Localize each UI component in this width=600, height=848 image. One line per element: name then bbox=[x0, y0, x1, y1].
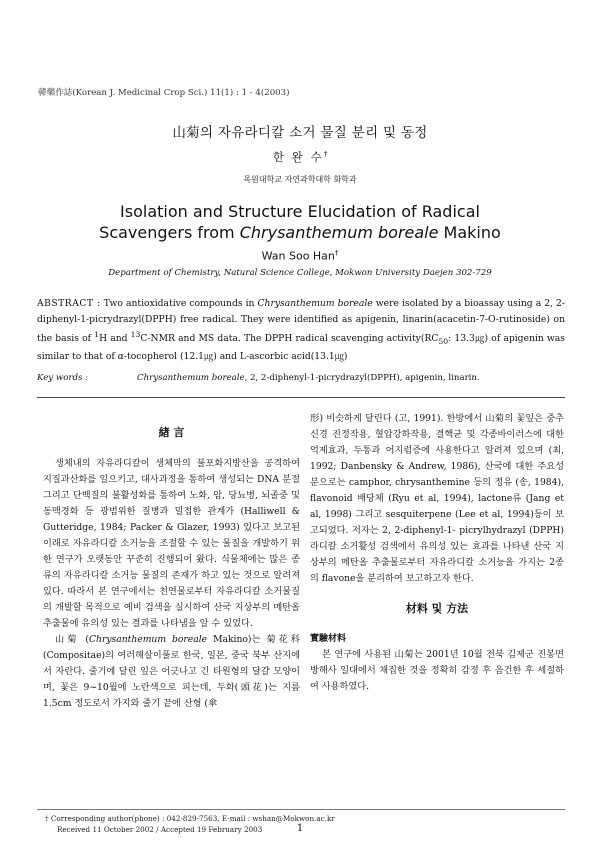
section-heading-methods: 材料 및 方法 bbox=[405, 602, 469, 615]
journal-citation: 韓藥作誌(Korean J. Medicinal Crop Sci.) 11(1) : 1 - 4(2003) bbox=[38, 88, 290, 98]
subscript: 50 bbox=[438, 336, 449, 346]
title-species: Chrysanthemum boreale bbox=[239, 223, 439, 242]
footnote-contact: † Corresponding author(phone) : 042-829-7563, E-mail : wshan@Mokwon.ac.kr bbox=[45, 814, 335, 823]
keywords-species: Chrysanthemum boreale bbox=[137, 373, 245, 383]
title-english bbox=[0, 201, 600, 243]
intro-paragraph-1: 생체내의 자유라디칼이 생체막의 불포화지방산을 공격하여 지질과산화를 일으키고, 대사과정을 통하여 생성되는 DNA 분절 그리고 단백질의 불활성화를 통하여 노화, 암, 당뇨병, 뇌졸중 및 동맥경화 등 광범위한 질병과 밀접한 관계가 (Halliwell & Gutteridge, 1984; Packer & Glazer, 1993) 있다고 보고된 이래로 자유라디칼 소거능을 조절할 수 있는 물질을 개발하기 위한 연구가 오랫동안 꾸준히 진행되어 왔다. 식물체에는 많은 종류의 자유라디칼 소거능 물질의 존재가 하고 있는 것으로 알려져 있다. 따라서 본 연구에서는 천연물로부터 자유라디칼 소거물질의 개발할 목적으로 예비 검색을 실시하여 산국 지상부의 메탄올 추출물에 유의성 있는 결과를 나타냄을 알 수 있었다. bbox=[43, 458, 300, 629]
abstract-species: Chrysanthemum boreale bbox=[257, 298, 373, 309]
alpha-symbol: α bbox=[117, 351, 124, 363]
title-korean: 山菊의 자유라디칼 소거 물질 분리 및 동정 bbox=[172, 125, 428, 141]
abstract-text: C-NMR and MS data. The DPPH radical scavenging activity(RC bbox=[140, 333, 439, 345]
abstract-text: Two antioxidative compounds in bbox=[100, 298, 258, 309]
superscript: 1 bbox=[94, 330, 100, 339]
right-column bbox=[310, 411, 564, 695]
abstract-label: ABSTRACT : bbox=[37, 298, 101, 309]
author-korean-name: 한 완 수 bbox=[272, 150, 324, 164]
corresponding-mark: † bbox=[323, 150, 328, 159]
materials-paragraph: 본 연구에 사용된 山菊는 2001년 10월 전북 김제군 진봉면 방해사 일대에서 채집한 것을 정확히 감정 후 음건한 후 세절하여 사용하였다. bbox=[310, 649, 564, 692]
abstract-text: were isolated by a bioassay using a 2, 2-diphenyl-1-picrydrazyl(DPPH) free radical. They were identified as apigenin, linarin(acacetin-7-O-rutinoside) on the basis of bbox=[37, 298, 565, 345]
intro-species: Chrysanthemum boreale bbox=[89, 634, 208, 645]
superscript: 13 bbox=[130, 330, 141, 339]
left-column bbox=[43, 425, 300, 712]
author-english-name: Wan Soo Han bbox=[261, 249, 335, 263]
affiliation-korean: 목원대학교 자연과학대학 화학과 bbox=[243, 175, 357, 184]
intro-paragraph-2 bbox=[43, 632, 300, 712]
footnote-divider bbox=[37, 809, 565, 810]
section-heading-introduction: 緖 言 bbox=[158, 426, 185, 439]
abstract-text: : 13.3㎍) of apigenin was similar to that of bbox=[37, 333, 565, 363]
abstract-text: -tocopherol (12.1㎍) and L-ascorbic acid(13.1㎍) bbox=[123, 351, 348, 363]
title-english-line1: Isolation and Structure Elucidation of Radical bbox=[120, 202, 480, 221]
affiliation-english: Department of Chemistry, Natural Science College, Mokwon University Daejen 302-729 bbox=[108, 268, 492, 278]
intro-paragraph-3: 形) 비슷하게 달린다 (고, 1991). 한방에서 山菊의 꽃잎은 중추신경 진정작용, 혈압강하작용, 결핵균 및 각종바이러스에 대한 억제효과, 두통과 어지럼증에 사용한다고 알려져 있으며 (최, 1992; Danbensky & Andrew, 1986), 산국에 대한 주요성분으로는 camphor, chrysanthemine 등의 정유 (송, 1984), flavonoid 배당체 (Ryu et al, 1994), lactone류 (Jang et al, 1998) 그리고 sesquiterpene (Lee et al, 1994)등이 보고되었다. 저자는 2, 2-diphenyl-1- picrylhydrazyl (DPPH) 라디칼 소거활성 검색에서 유의성 있는 효과를 나타낸 산국 지상부의 메탄올 추출물로부터 자유라디칼 소거능을 가지는 2종의 flavone을 분리하여 보고하고자 한다. bbox=[310, 413, 564, 584]
keywords bbox=[37, 373, 565, 383]
author-korean bbox=[0, 149, 600, 165]
corresponding-mark: † bbox=[334, 249, 339, 257]
abstract-text: H and bbox=[99, 333, 131, 345]
title-english-line2 bbox=[0, 222, 600, 243]
keywords-list: , 2, 2-diphenyl-1-picrydrazyl(DPPH), apigenin, linarin. bbox=[244, 373, 480, 383]
footnote-dates: Received 11 October 2002 / Accepted 19 February 2003 bbox=[57, 825, 263, 834]
title-line2-prefix: Scavengers from bbox=[99, 223, 240, 242]
intro-text: 山菊 ( bbox=[55, 634, 90, 645]
title-line2-suffix: Makino bbox=[438, 223, 501, 242]
section-divider bbox=[37, 397, 565, 398]
keywords-label: Key words : bbox=[37, 373, 89, 383]
abstract bbox=[37, 296, 565, 365]
page-number: 1 bbox=[296, 823, 304, 834]
subsection-heading-materials: 實驗材料 bbox=[310, 634, 347, 644]
intro-text: Makino)는 菊花科(Compositae)의 여러해살이풀로 한국, 일본, 중국 북부 산지에서 자란다. 줄기에 달린 잎은 어긋나고 긴 타원형의 달걀 모양이며, 꽃은 9~10월에 노란색으로 피는데, 두화(頭花)는 지름 1.5cm 정도로서 가지와 줄기 끝에 산형 (傘 bbox=[43, 634, 300, 709]
author-english bbox=[0, 249, 600, 263]
